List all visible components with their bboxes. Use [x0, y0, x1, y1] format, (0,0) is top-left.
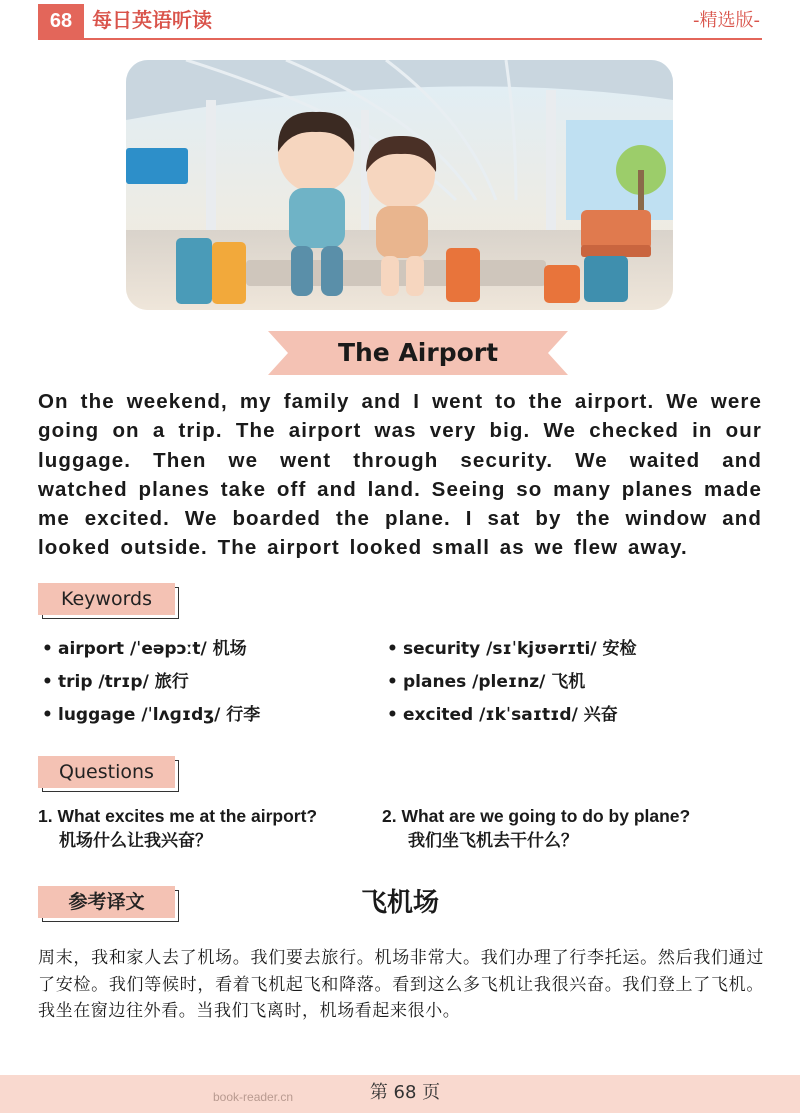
- question-1-cn: 机场什么让我兴奋？: [59, 831, 212, 851]
- keyword-item: • luggage /ˈlʌɡɪdʒ/ 行李: [58, 703, 260, 727]
- footer-page-number: 第 68 页: [369, 1082, 441, 1103]
- translation-heading: 参考译文: [68, 891, 145, 913]
- question-2-en: 2. What are we going to do by plane?: [382, 806, 691, 826]
- passage-title: The Airport: [337, 338, 499, 367]
- footer-watermark: book-reader.cn: [213, 1090, 294, 1104]
- illustration-art: [126, 60, 673, 310]
- edition-label: -精选版-: [693, 10, 760, 31]
- keyword-item: • planes /pleɪnz/ 飞机: [403, 670, 585, 694]
- question-1-en: 1. What excites me at the airport?: [38, 806, 318, 826]
- keywords-tag: [38, 583, 179, 615]
- header-divider: [38, 38, 762, 40]
- airport-kids-illustration: [126, 60, 673, 310]
- keyword-item: • airport /ˈeəpɔːt/ 机场: [58, 637, 247, 661]
- book-title: 每日英语听读: [92, 8, 212, 32]
- question-2-cn: 我们坐飞机去干什么？: [408, 831, 578, 851]
- keywords-heading: Keywords: [60, 588, 153, 610]
- questions-heading: Questions: [59, 761, 154, 783]
- keyword-item: • trip /trɪp/ 旅行: [58, 670, 189, 694]
- passage-text: On the weekend, my family and I went to the airport. We were going on a trip. The airport was very big. We checked in our luggage. Then we went through security. We waited and watched planes take off and land. Seeing so many planes made me excited. We boarded the plane. I sat by the window and looked outside. The airport looked small as we flew away.: [38, 390, 762, 560]
- page-number-badge: 68: [38, 4, 84, 38]
- keyword-item: • excited /ɪkˈsaɪtɪd/ 兴奋: [403, 703, 618, 727]
- keyword-item: • security /sɪˈkjʊərɪti/ 安检: [403, 637, 637, 661]
- translation-tag: [38, 886, 179, 918]
- translation-text: 周末，我和家人去了机场。我们要去旅行。机场非常大。我们办理了行李托运。然后我们通过了安检。我们等候时，看着飞机起飞和降落。看到这么多飞机让我很兴奋。我们登上了飞机。我坐在窗边往外看。当我们飞离时，机场看起来很小。: [38, 948, 764, 1021]
- questions-tag: [38, 756, 179, 788]
- translation-title: 飞机场: [360, 888, 439, 918]
